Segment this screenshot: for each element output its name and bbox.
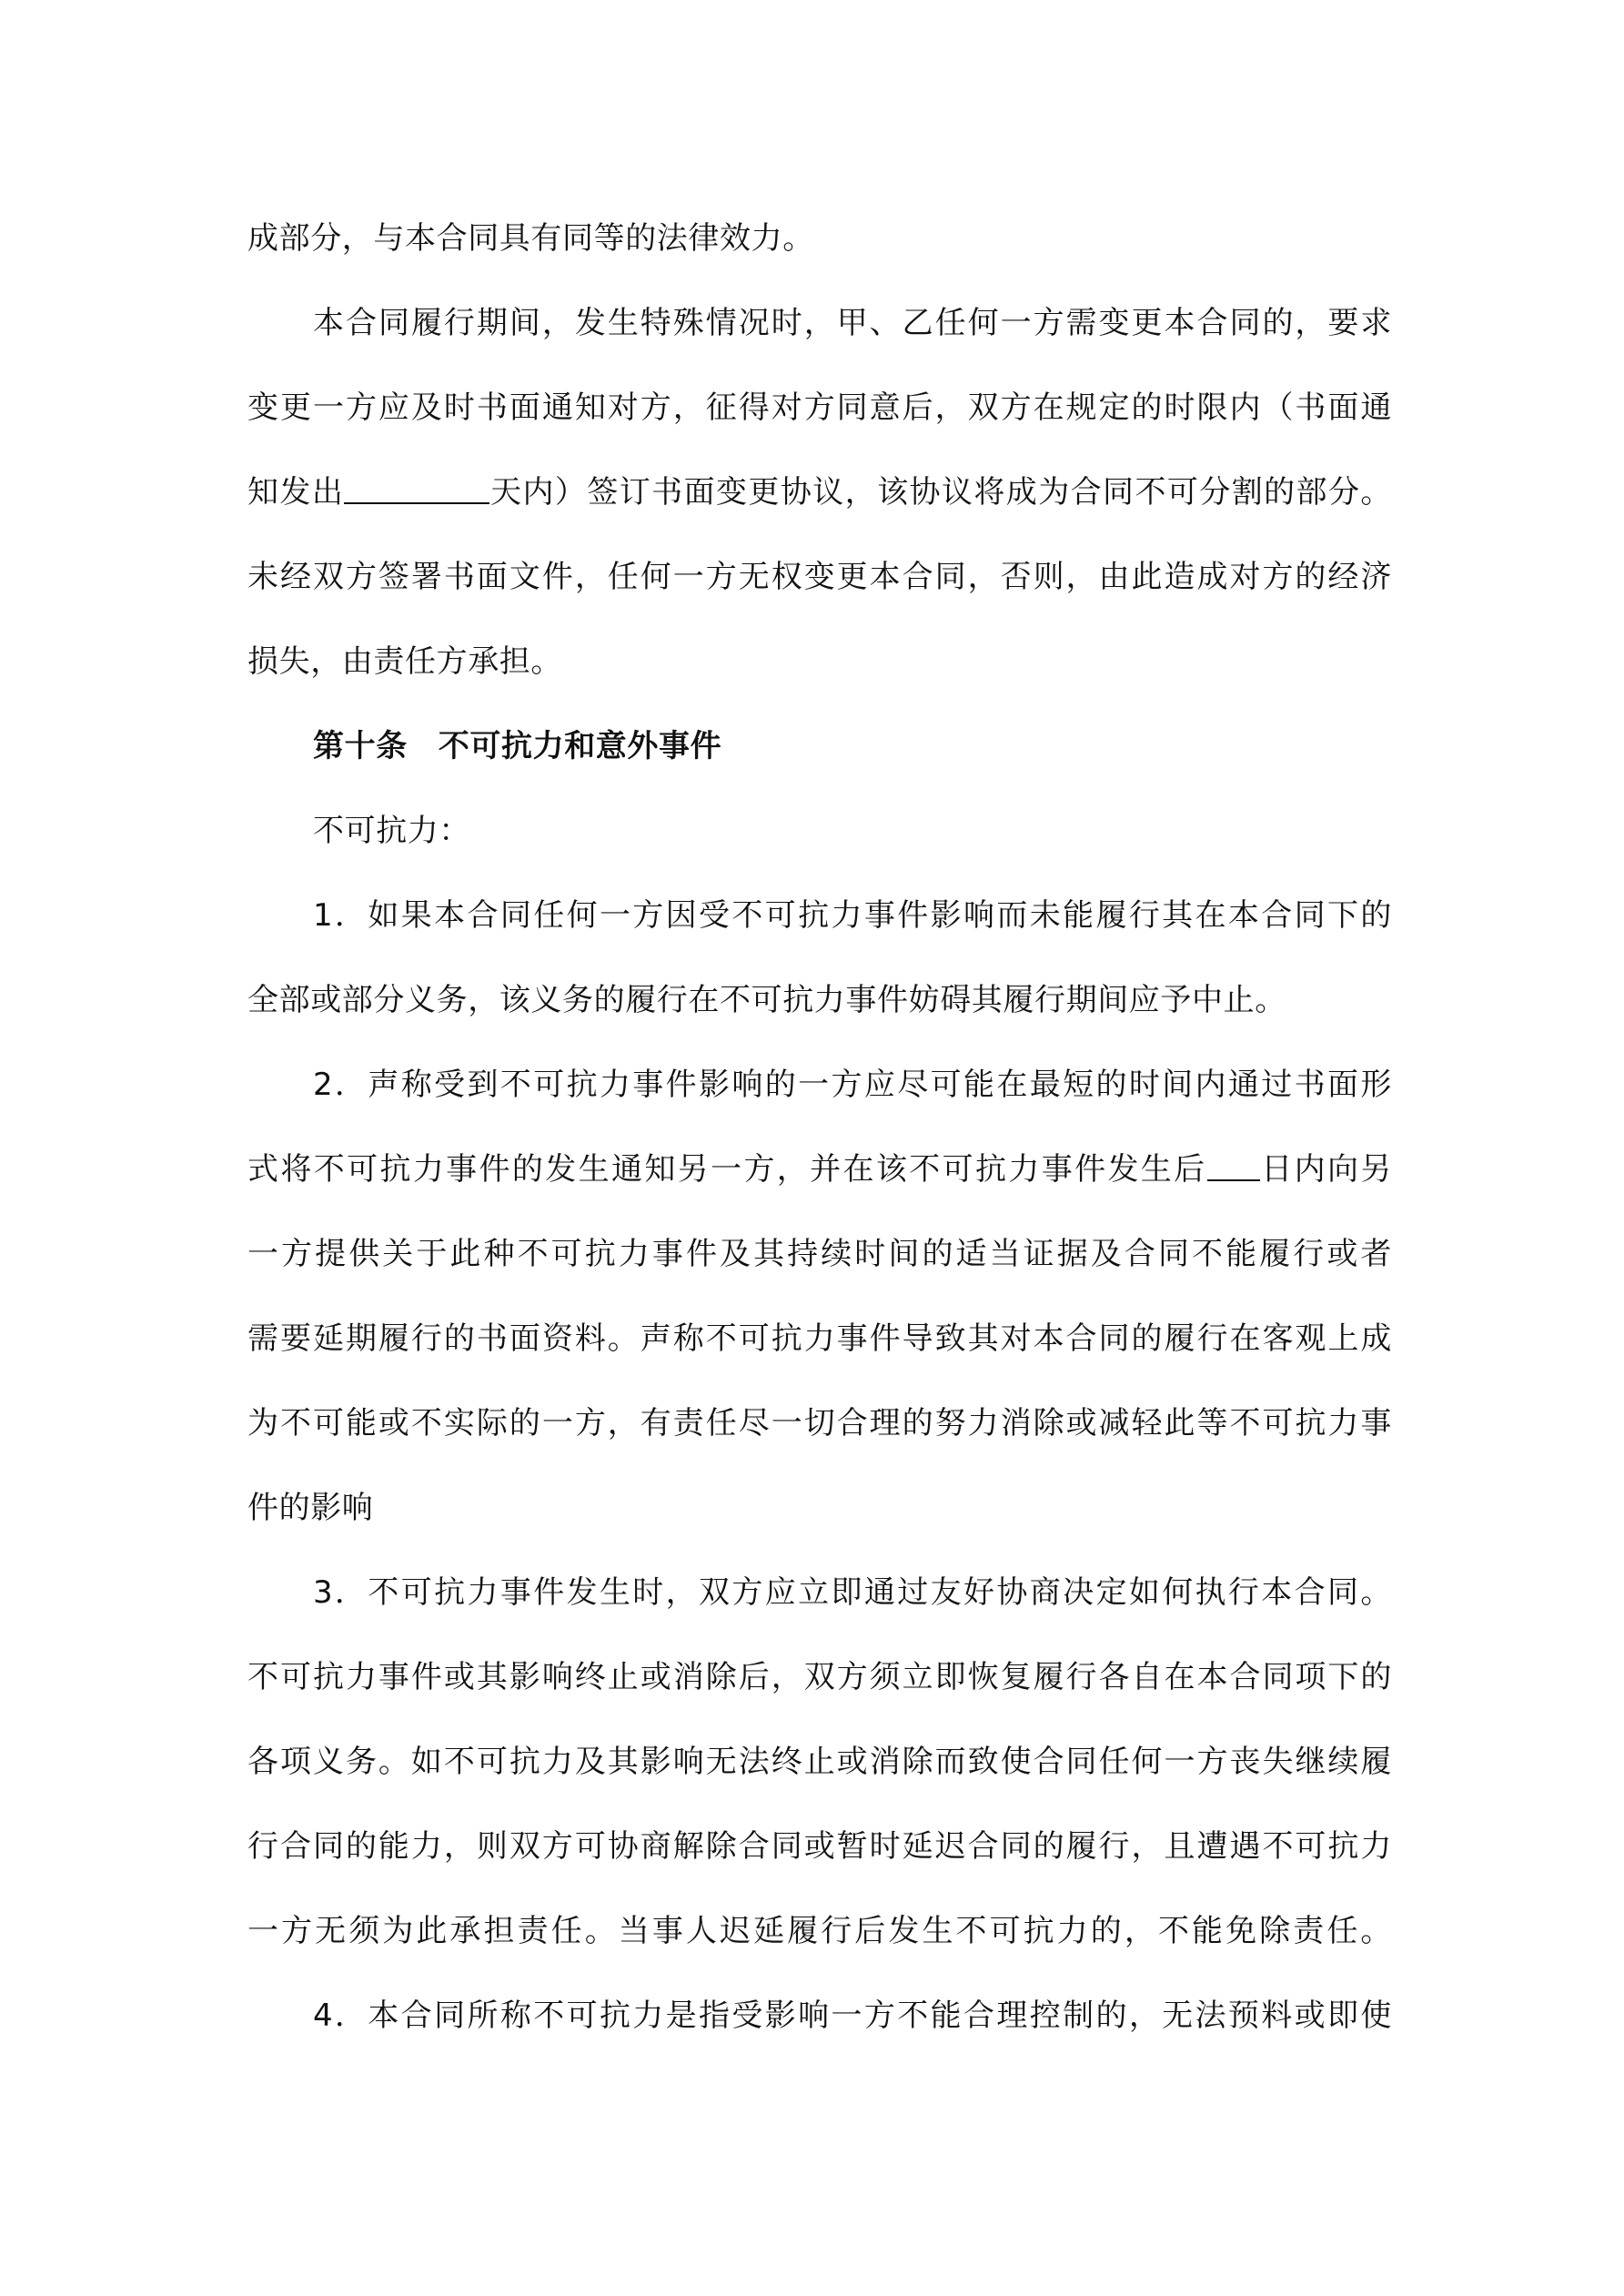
text-line: 一方提供关于此种不可抗力事件及其持续时间的适当证据及合同不能履行或者 (247, 1236, 1392, 1272)
text-segment: 式将不可抗力事件的发生通知另一方，并在该不可抗力事件发生后 (247, 1151, 1207, 1188)
text-line: 一方无须为此承担责任。当事人迟延履行后发生不可抗力的，不能免除责任。 (247, 1913, 1392, 1949)
section-heading (313, 719, 721, 774)
text-line: 件的影响 (247, 1490, 374, 1526)
text-line (247, 1142, 1392, 1197)
text-line: 成部分，与本合同具有同等的法律效力。 (247, 220, 814, 257)
text-line (247, 465, 1392, 520)
text-line: 3．不可抗力事件发生时，双方应立即通过友好协商决定如何执行本合同。 (313, 1574, 1392, 1611)
text-line: 行合同的能力，则双方可协商解除合同或暂时延迟合同的履行，且遭遇不可抗力 (247, 1828, 1392, 1865)
text-line: 需要延期履行的书面资料。声称不可抗力事件导致其对本合同的履行在客观上成 (247, 1320, 1392, 1357)
section-number: 第十条 (313, 728, 408, 764)
text-segment: 日内向另 (1259, 1151, 1392, 1188)
fill-in-blank (1207, 1148, 1260, 1181)
text-line: 不可抗力： (313, 813, 470, 849)
text-line: 2．声称受到不可抗力事件影响的一方应尽可能在最短的时间内通过书面形 (313, 1067, 1392, 1103)
section-title: 不可抗力和意外事件 (438, 728, 722, 764)
text-segment: 天内）签订书面变更协议，该协议将成为合同不可分割的部分。 (489, 474, 1392, 511)
text-line: 变更一方应及时书面通知对方，征得对方同意后，双方在规定的时限内（书面通 (247, 389, 1392, 426)
text-line: 不可抗力事件或其影响终止或消除后，双方须立即恢复履行各自在本合同项下的 (247, 1659, 1392, 1695)
text-line: 本合同履行期间，发生特殊情况时，甲、乙任何一方需变更本合同的，要求 (313, 305, 1392, 341)
text-line: 4．本合同所称不可抗力是指受影响一方不能合理控制的，无法预料或即使 (313, 1998, 1392, 2034)
fill-in-blank (344, 471, 489, 504)
text-line: 未经双方签署书面文件，任何一方无权变更本合同，否则，由此造成对方的经济 (247, 559, 1392, 595)
text-segment: 知发出 (247, 474, 345, 511)
text-line: 1．如果本合同任何一方因受不可抗力事件影响而未能履行其在本合同下的 (313, 897, 1392, 934)
text-line: 损失，由责任方承担。 (247, 643, 562, 680)
text-line: 全部或部分义务，该义务的履行在不可抗力事件妨碍其履行期间应予中止。 (247, 982, 1286, 1018)
text-line: 为不可能或不实际的一方，有责任尽一切合理的努力消除或减轻此等不可抗力事 (247, 1405, 1392, 1441)
text-line: 各项义务。如不可抗力及其影响无法终止或消除而致使合同任何一方丧失继续履 (247, 1744, 1392, 1780)
